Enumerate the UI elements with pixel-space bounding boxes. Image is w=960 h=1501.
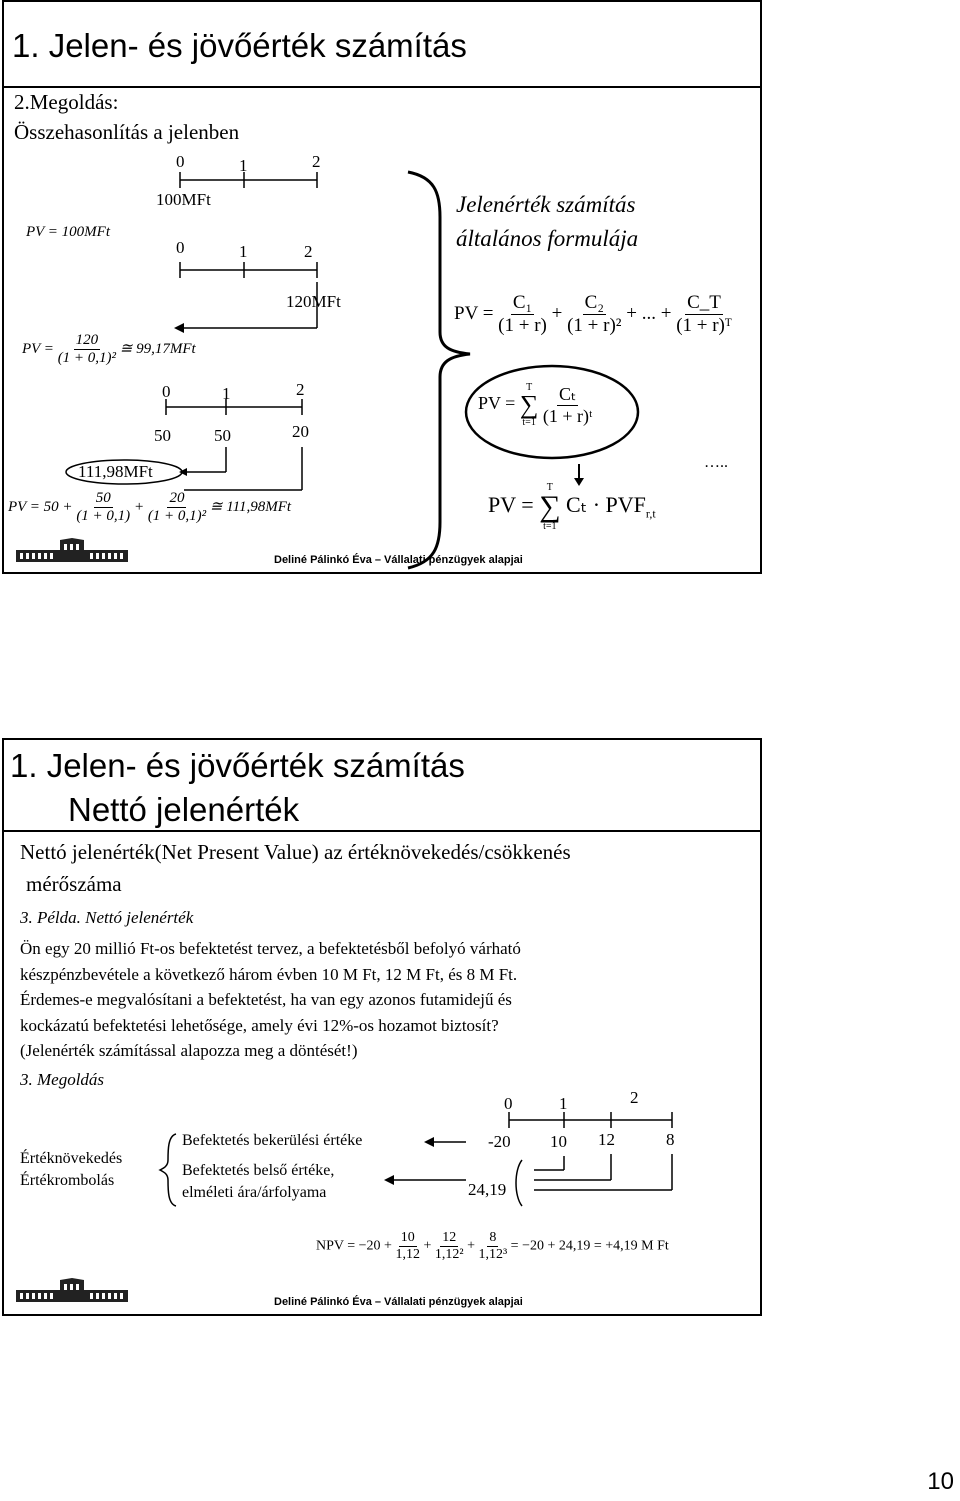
tick-label: 0 xyxy=(504,1094,513,1113)
general-formula-title: Jelenérték számítás xyxy=(456,192,636,217)
tick-label: 0 xyxy=(176,152,185,171)
tick-label: 2 xyxy=(630,1088,639,1107)
cash-flow-label: 20 xyxy=(292,422,309,441)
cash-flow-label: 10 xyxy=(550,1132,567,1151)
general-formula: PV = $\frac{\text{C₁}}{(1 + r)}$ + $\frac{\text{C₂}}{\text{(1 + r)²}}$ + ... + $\frac{C\_T}{\text{(1 + r)ᵀ}}$ xyxy=(454,292,732,336)
comparison-label: Összehasonlítás a jelenben xyxy=(14,120,240,144)
tick-label: 2 xyxy=(312,152,321,171)
npv-definition-cont: mérőszáma xyxy=(26,872,122,896)
problem-text: Ön egy 20 millió Ft-os befektetést tervez, a befektetésből befolyó várható készpénzbevétele a következő három évben 10 M Ft, 12 M Ft, és 8 M Ft. Érdemes-e megvalósítani a befektetést, ha van egy azonos futamidejű és kockázatú befektetési lehetősége, amely évi 12%-os hozamot biztosít? (Jelenérték számítással alapozza meg a döntését!) xyxy=(20,939,521,1060)
slide-1 xyxy=(2,0,762,574)
tick-label: 2 xyxy=(296,380,305,399)
intrinsic-value-label-cont: elméleti ára/árfolyama xyxy=(182,1184,327,1201)
tick-label: 0 xyxy=(176,238,185,257)
pvf-formula: PV = T ∑ t=1 $C_t \cdot PVF_{r,t}$ xyxy=(488,482,656,532)
tick-label: 1 xyxy=(239,242,248,261)
slide-title: 1. Jelen- és jövőérték számítás xyxy=(10,747,465,784)
footer: Deliné Pálinkó Éva – Vállalati pénzügyek alapjai xyxy=(274,1296,523,1308)
example-title: 3. Példa. Nettó jelenérték xyxy=(20,908,194,927)
solution-label: 2.Megoldás: xyxy=(14,90,119,114)
ellipsis: ….. xyxy=(704,454,728,471)
cash-flow-label: 8 xyxy=(666,1130,675,1149)
cash-flow-label: 100MFt xyxy=(156,190,211,209)
intrinsic-value-label: Befektetés belső értéke, xyxy=(182,1162,335,1179)
value-destruction-label: Értékrombolás xyxy=(20,1172,115,1189)
cash-flow-label: 50 xyxy=(154,426,171,445)
cash-flow-label: 50 xyxy=(214,426,231,445)
sum-formula: PV = T ∑ t=1 $\frac{\text{Cₜ}}{\text{(1 + r)ᵗ}}$ xyxy=(478,382,593,428)
investment-cost-label: Befektetés bekerülési értéke xyxy=(182,1132,363,1149)
slide-title: 1. Jelen- és jövőérték számítás xyxy=(12,27,467,64)
tick-label: 0 xyxy=(162,382,171,401)
general-formula-subtitle: általános formulája xyxy=(456,226,639,251)
present-value-label: 24,19 xyxy=(468,1180,507,1199)
pv-formula-3: PV = 50 + $\frac{50}{(1 + 0,1)}$ + $\frac{20}{\text{(1 + 0,1)²}}$ ≅ 111,98MFt xyxy=(8,490,292,524)
cash-flow-label: 12 xyxy=(598,1130,615,1149)
tick-label: 1 xyxy=(559,1094,568,1113)
npv-formula: NPV = −20 + $\frac{10}{1,12}$ + $\frac{12}{\text{1,12²}}$ + $\frac{8}{\text{1,12³}}$ = −20 + 24,19 = +4,19 M Ft xyxy=(316,1230,669,1262)
slide-2 xyxy=(2,738,762,1316)
cash-flow-label: 120MFt xyxy=(286,292,341,311)
result-label: 111,98MFt xyxy=(78,462,153,481)
tick-label: 1 xyxy=(222,384,231,403)
tick-label: 1 xyxy=(239,156,248,175)
slide-subtitle: Nettó jelenérték xyxy=(68,791,300,828)
cash-flow-label: -20 xyxy=(488,1132,511,1151)
npv-definition: Nettó jelenérték(Net Present Value) az értéknövekedés/csökkenés xyxy=(20,840,571,864)
university-building-logo xyxy=(16,538,128,564)
solution-title: 3. Megoldás xyxy=(20,1070,105,1089)
value-creation-label: Értéknövekedés xyxy=(20,1150,123,1167)
tick-label: 2 xyxy=(304,242,313,261)
footer: Deliné Pálinkó Éva – Vállalati pénzügyek alapjai xyxy=(274,554,523,566)
pv-formula-2: PV = $\frac{120}{\text{(1 + 0,1)²}}$ ≅ 99,17MFt xyxy=(22,332,196,366)
page-number: 10 xyxy=(927,1468,954,1495)
university-building-logo xyxy=(16,1278,128,1304)
pv-formula-1: PV = 100MFt xyxy=(26,224,111,240)
